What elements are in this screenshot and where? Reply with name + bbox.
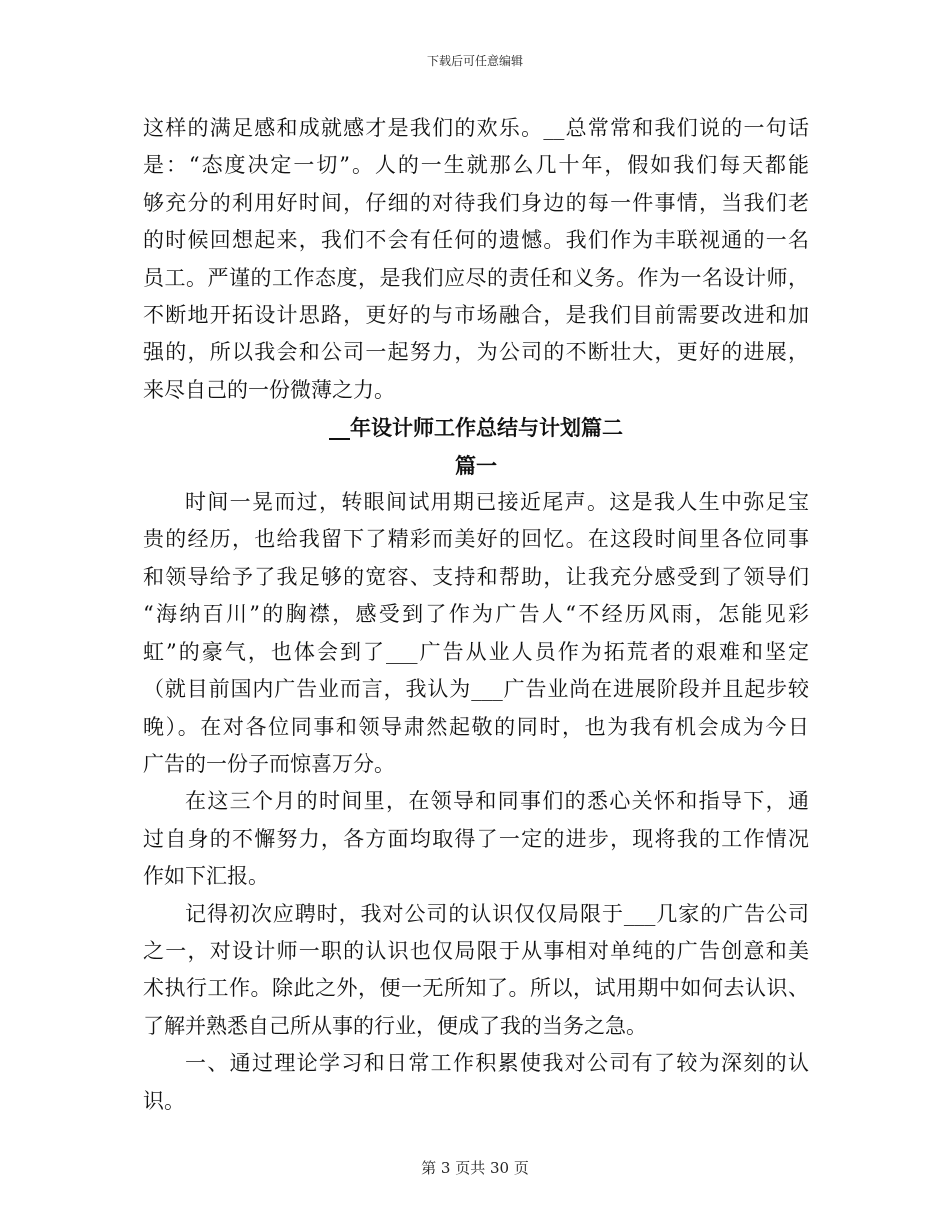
text-line: 虹”的豪气，也体会到了___广告从业人员作为拓荒者的艰难和坚定: [143, 639, 809, 664]
text-line: 识。: [143, 1088, 185, 1113]
paragraph: [143, 1045, 809, 1120]
text-line: 广告的一份子而惊喜万分。: [143, 751, 395, 776]
document-body: [143, 110, 809, 1120]
text-line: 过自身的不懈努力，各方面均取得了一定的进步，现将我的工作情况: [143, 826, 809, 851]
text-line: 来尽自己的一份微薄之力。: [143, 377, 395, 402]
text-line: 晚）。在对各位同事和领导肃然起敬的同时，也为我有机会成为今日: [143, 714, 809, 739]
paragraph: [143, 896, 809, 1046]
text-line: 了解并熟悉自己所从事的行业，便成了我的当务之急。: [143, 1013, 647, 1038]
text-line: “海纳百川”的胸襟，感受到了作为广告人“不经历风雨，怎能见彩: [143, 602, 809, 627]
paragraph-continued: [143, 110, 809, 409]
text-line: 记得初次应聘时，我对公司的认识仅仅局限于___几家的广告公司: [185, 901, 809, 926]
document-title: __年设计师工作总结与计划篇二: [329, 415, 623, 441]
text-line: 强的，所以我会和公司一起努力，为公司的不断壮大，更好的进展，: [143, 340, 809, 365]
paragraph: [143, 484, 809, 783]
text-line: 这样的满足感和成就感才是我们的欢乐。__总常常和我们说的一句话: [143, 116, 809, 140]
text-line: 之一，对设计师一职的认识也仅局限于从事相对单纯的广告创意和美: [143, 938, 809, 963]
page-header: 下载后可任意编辑: [426, 54, 523, 68]
page-footer: 第 3 页共 30 页: [421, 1159, 529, 1177]
text-line: 不断地开拓设计思路，更好的与市场融合，是我们目前需要改进和加: [143, 303, 809, 328]
text-line: 和领导给予了我足够的宽容、支持和帮助，让我充分感受到了领导们: [143, 564, 809, 589]
paragraph: [143, 783, 809, 895]
text-line: 作如下汇报。: [143, 864, 269, 889]
section-heading: 篇一: [455, 452, 497, 478]
text-line: 贵的经历，也给我留下了精彩而美好的回忆。在这段时间里各位同事: [143, 527, 809, 552]
text-line: 在这三个月的时间里，在领导和同事们的悉心关怀和指导下，通: [185, 789, 809, 814]
text-line: 员工。严谨的工作态度，是我们应尽的责任和义务。作为一名设计师，: [143, 265, 809, 290]
text-line: 一、通过理论学习和日常工作积累使我对公司有了较为深刻的认: [185, 1051, 809, 1076]
text-line: 够充分的利用好时间，仔细的对待我们身边的每一件事情，当我们老: [143, 190, 809, 215]
text-line: 的时候回想起来，我们不会有任何的遗憾。我们作为丰联视通的一名: [143, 228, 809, 253]
text-line: 时间一晃而过，转眼间试用期已接近尾声。这是我人生中弥足宝: [185, 490, 809, 515]
text-line: 术执行工作。除此之外，便一无所知了。所以，试用期中如何去认识、: [143, 976, 809, 1001]
text-line: （就目前国内广告业而言，我认为___广告业尚在进展阶段并且起步较: [143, 677, 809, 702]
text-line: 是：“态度决定一切”。人的一生就那么几十年，假如我们每天都能: [143, 153, 809, 178]
